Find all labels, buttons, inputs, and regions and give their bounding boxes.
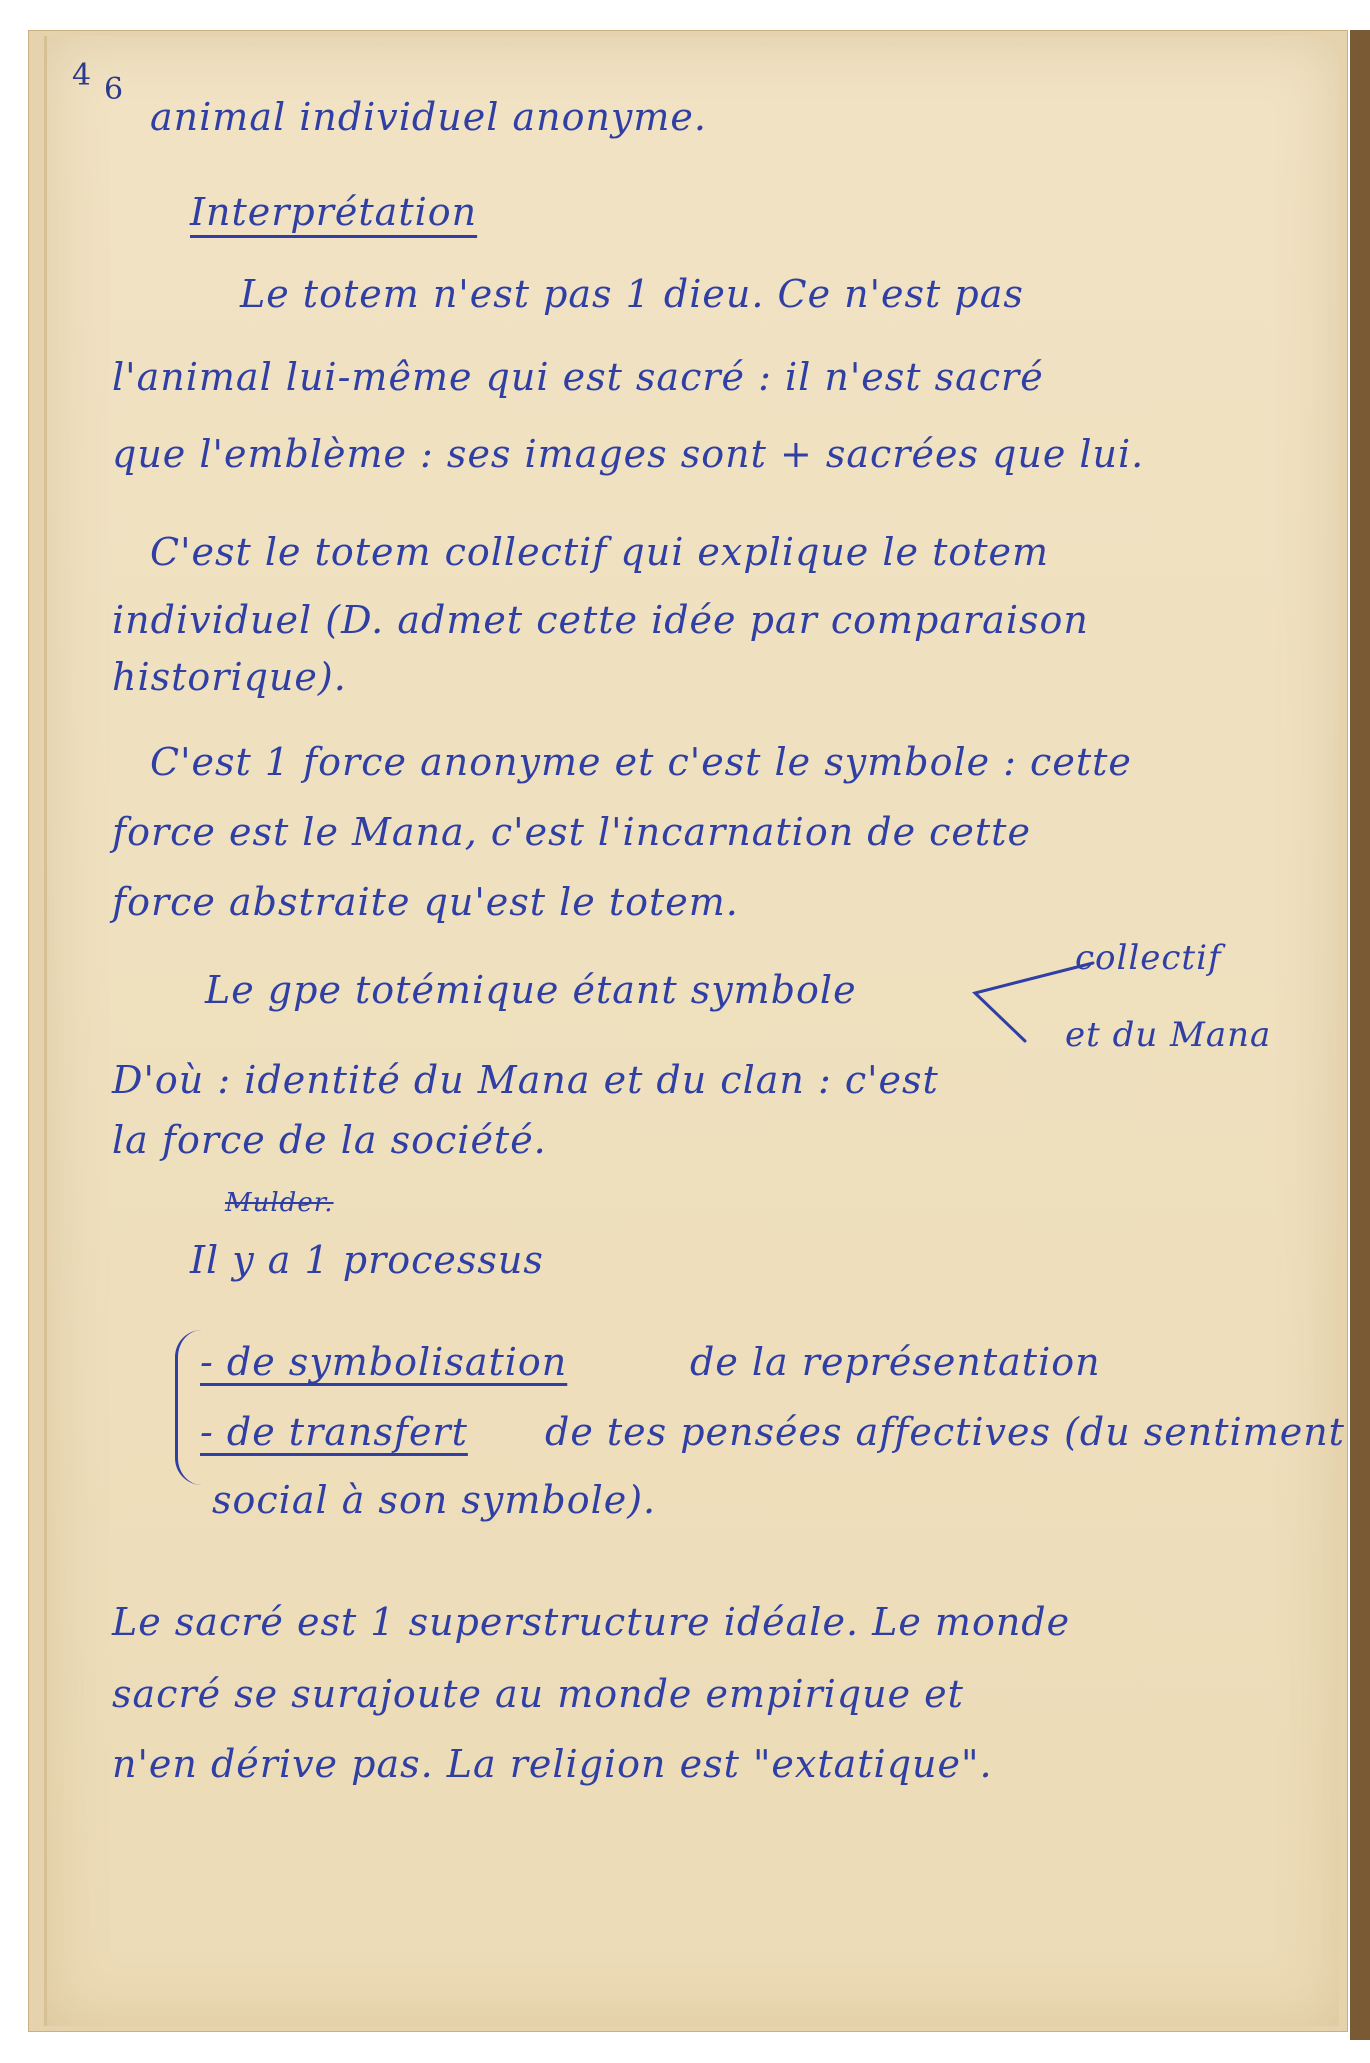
line-21: sacré se surajoute au monde empirique et	[112, 1672, 964, 1716]
line-22: n'en dérive pas. La religion est "extatique".	[112, 1742, 993, 1786]
line-12-branch-1: collectif	[1075, 938, 1222, 978]
line-20: Le sacré est 1 superstructure idéale. Le monde	[112, 1600, 1071, 1644]
line-12-branch-2: et du Mana	[1065, 1015, 1272, 1055]
struck-word: Mulder.	[225, 1188, 334, 1218]
line-07: individuel (D. admet cette idée par comparaison	[112, 598, 1089, 642]
line-14: la force de la société.	[112, 1118, 547, 1162]
line-17-rest: de la représentation	[690, 1340, 1101, 1384]
curly-bracket	[175, 1330, 202, 1485]
line-12: Le gpe totémique étant symbole	[205, 968, 857, 1012]
line-17-term: - de symbolisation	[200, 1340, 568, 1384]
line-18-rest: de tes pensées affectives (du sentiment	[545, 1410, 1345, 1454]
line-18-term: - de transfert	[200, 1410, 468, 1454]
pencil-page-mark: 4	[72, 58, 93, 93]
line-10: force est le Mana, c'est l'incarnation de cette	[112, 810, 1031, 854]
line-16: Il y a 1 processus	[190, 1238, 544, 1282]
binding-edge	[1350, 30, 1370, 2040]
line-19: social à son symbole).	[212, 1478, 657, 1522]
page-number: 6	[104, 72, 125, 107]
line-05: que l'emblème : ses images sont + sacrées que lui.	[112, 432, 1145, 476]
section-title: Interprétation	[190, 190, 478, 234]
line-04: l'animal lui-même qui est sacré : il n'est sacré	[112, 355, 1044, 399]
line-11: force abstraite qu'est le totem.	[112, 880, 739, 924]
line-13: D'où : identité du Mana et du clan : c'est	[112, 1058, 939, 1102]
line-09: C'est 1 force anonyme et c'est le symbole : cette	[150, 740, 1132, 784]
line-08: historique).	[112, 655, 347, 699]
line-06: C'est le totem collectif qui explique le totem	[150, 530, 1050, 574]
line-03: Le totem n'est pas 1 dieu. Ce n'est pas	[240, 272, 1024, 316]
line-01: animal individuel anonyme.	[150, 95, 707, 139]
